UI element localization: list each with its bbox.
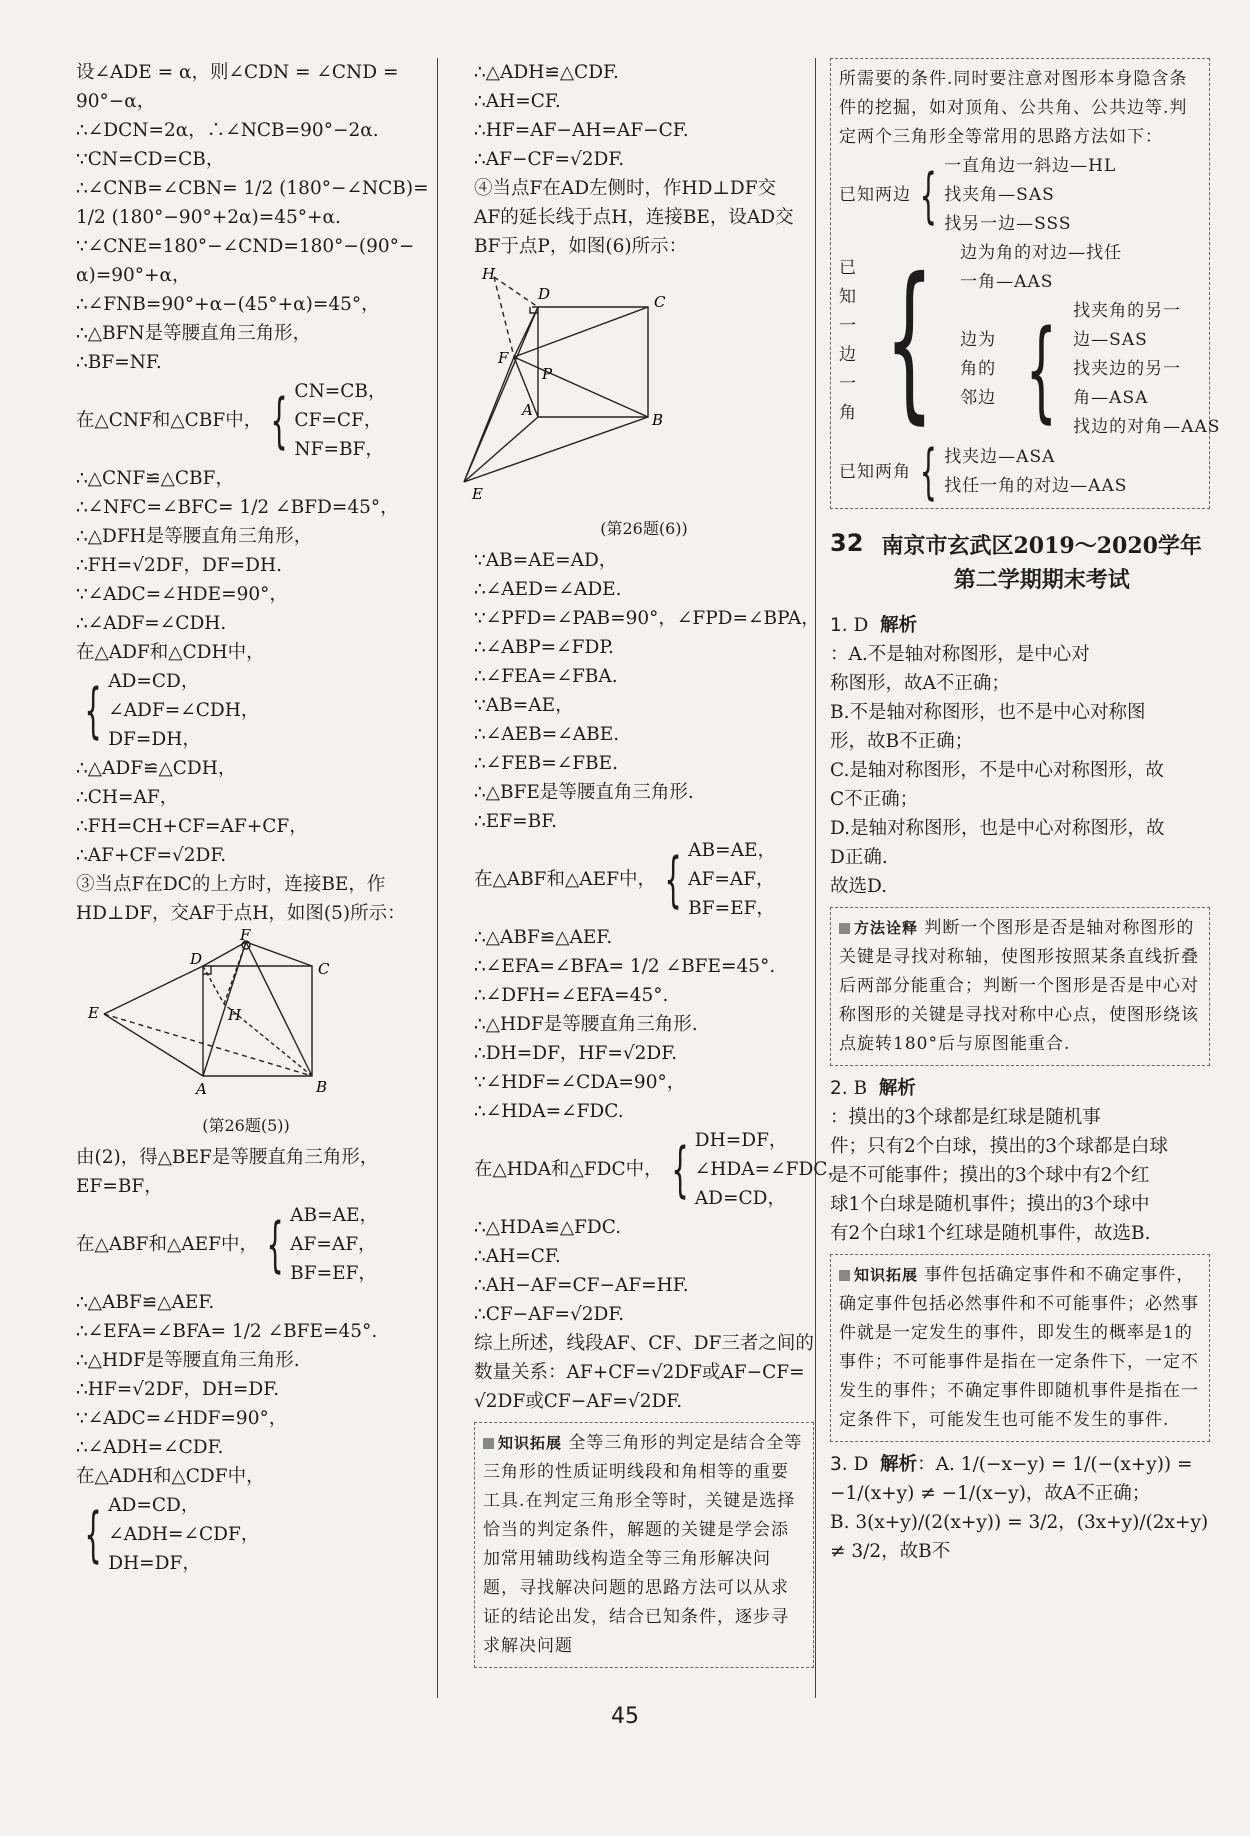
text-line: √2DF或CF−AF=√2DF. — [474, 1391, 683, 1412]
text-line: ∴△HDF是等腰直角三角形. — [474, 1014, 698, 1035]
col2-block-b — [474, 546, 820, 836]
left-brace: { — [84, 1499, 102, 1570]
left-brace: { — [84, 675, 102, 746]
text-line: α)=90°+α， — [76, 265, 191, 286]
q3-line-2: −1/(x+y) ≠ −1/(x−y)，故A不正确； — [830, 1483, 1151, 1504]
text-line: AD=CD， — [108, 671, 200, 692]
brace-items — [294, 377, 386, 464]
fig5-label-D: D — [190, 950, 203, 968]
congruence-tree — [839, 152, 1221, 507]
q-number: 2. — [830, 1078, 848, 1099]
box-tag: 方法诠释 — [839, 919, 918, 937]
text-line: 找夹角—SAS — [944, 185, 1055, 205]
left-brace: { — [919, 437, 938, 507]
text-line: ∴CH=AF， — [76, 787, 179, 808]
column-divider-2 — [815, 58, 816, 1698]
column-divider-1 — [437, 58, 438, 1698]
text-line: D.是轴对称图形，也是中心对称图形，故 — [830, 818, 1165, 839]
text-line: ∵∠ADC=∠HDE=90°， — [76, 584, 288, 605]
text-line: 由(2)，得△BEF是等腰直角三角形， — [76, 1147, 379, 1168]
text-line: ∴∠FEB=∠FBE. — [474, 753, 619, 774]
text-line: ∴FH=CH+CF=AF+CF， — [76, 816, 308, 837]
q-answer: B — [853, 1078, 868, 1099]
text-line: 形，故B不正确； — [830, 731, 974, 752]
text-line: ∴EF=BF. — [474, 811, 558, 832]
col2-block-c — [474, 923, 814, 1126]
tree-adjacent — [960, 297, 1220, 442]
tree-sub — [960, 239, 1220, 442]
box-text: 所需要的条件.同时要注意对图形本身隐含条件的挖掘，如对顶角、公共角、公共边等.判定两个三角形全等常用的思路方法如下： — [839, 69, 1188, 147]
tree-items — [1073, 297, 1220, 442]
text-line: ∴∠EFA=∠BFA= 1/2 ∠BFE=45°. — [76, 1321, 378, 1342]
question-2 — [830, 1074, 1210, 1248]
text-line: ∴∠DCN=2α，∴∠NCB=90°−2α. — [76, 120, 379, 141]
text-line: DF=DH， — [108, 729, 201, 750]
col1-block-c — [76, 754, 416, 928]
text-line: ∵AB=AE=AD， — [474, 550, 618, 571]
tree-label: 已知两边 — [839, 185, 911, 205]
brace-label: 在△CNF和△CBF中， — [76, 410, 263, 431]
text-line: ∴∠HDA=∠FDC. — [474, 1101, 624, 1122]
fig6-label-H: H — [482, 265, 496, 283]
col2-brace-2 — [474, 1126, 846, 1213]
box-text: 全等三角形的判定是结合全等三角形的性质证明线段和角相等的重要工具.在判定三角形全等时，关键是选择恰当的判定条件，解题的关键是学会添加常用辅助线构造全等三角形解决问题，寻找解决问题的思路方法可以从求证的结论出发，结合已知条件，逐步寻求解决问题 — [483, 1433, 803, 1656]
text-line: 球1个白球是随机事件；摸出的3个球中 — [830, 1194, 1150, 1215]
figure-5 — [76, 926, 416, 1113]
fig6-label-E: E — [472, 485, 483, 503]
analysis-label: 解析 — [880, 1454, 918, 1475]
fig6-label-F: F — [498, 349, 509, 367]
text-line: ∴DH=DF，HF=√2DF. — [474, 1043, 678, 1064]
text-line: BF=EF， — [688, 898, 775, 919]
question-3 — [830, 1450, 1210, 1566]
text-line: AB=AE， — [688, 840, 776, 861]
tree-two-angles — [839, 437, 1201, 507]
text-line: ∠ADF=∠CDH， — [108, 700, 260, 721]
box-tag: 知识拓展 — [839, 1266, 918, 1284]
col1-brace-2 — [76, 667, 416, 754]
text-line: ∴CF−AF=√2DF. — [474, 1304, 625, 1325]
text-line: ∴∠CNB=∠CBN= 1/2 (180°−∠NCB)= — [76, 178, 429, 199]
text-line: ∴△HDF是等腰直角三角形. — [76, 1350, 300, 1371]
left-brace: { — [885, 241, 935, 440]
q3-line-1: ：A. 1/(−x−y) = 1/(−(x+y)) = — [917, 1454, 1193, 1475]
text-line: ③当点F在DC的上方时，连接BE，作 — [76, 874, 386, 895]
text-line: AD=CD， — [108, 1495, 200, 1516]
text-line: C不正确； — [830, 789, 919, 810]
brace-label: 在△ABF和△AEF中， — [474, 869, 656, 890]
fig5-label-E: E — [88, 1004, 99, 1022]
q3-line-3: B. 3(x+y)/(2(x+y)) = 3/2，(3x+y)/(2x+y) ≠ 3/2，故B不 — [830, 1512, 1209, 1562]
text-line: 有2个白球1个红球是随机事件，故选B. — [830, 1223, 1151, 1244]
left-brace: { — [664, 844, 682, 915]
text-line: ∴AF−CF=√2DF. — [474, 149, 625, 170]
q-number: 1. — [830, 615, 848, 636]
column-3 — [830, 58, 1221, 1568]
tree-label: 已知一边一角 — [839, 257, 857, 423]
tree-label: 已知两角 — [839, 461, 911, 482]
text-line: CF=CF， — [294, 410, 383, 431]
left-brace: { — [671, 1134, 689, 1205]
q-answer: D — [853, 1454, 869, 1475]
q-answer: D — [853, 615, 869, 636]
text-line: D正确. — [830, 847, 888, 868]
text-line: 在△ADF和△CDH中， — [76, 642, 265, 663]
text-line: 找任一角的对边—AAS — [944, 476, 1128, 496]
question-1 — [830, 611, 1210, 901]
text-line: 称图形，故A不正确； — [830, 673, 1010, 694]
text-line: ∴∠DFH=∠EFA=45°. — [474, 985, 669, 1006]
tree-items — [944, 152, 1116, 239]
text-line: ∴△CNF≌△CBF， — [76, 468, 234, 489]
text-line: ∴∠EFA=∠BFA= 1/2 ∠BFE=45°. — [474, 956, 776, 977]
text-line: NF=BF， — [294, 439, 384, 460]
text-line: 找边的对角—AAS — [1073, 417, 1221, 437]
col1-block-b — [76, 464, 416, 667]
text-line: 在△ADH和△CDF中， — [76, 1466, 265, 1487]
method-box-2 — [830, 907, 1210, 1066]
fig6-label-D: D — [538, 285, 551, 303]
text-line: 1/2 (180°−90°+2α)=45°+α. — [76, 207, 341, 228]
text-line: B.不是轴对称图形，也不是中心对称图 — [830, 702, 1146, 723]
text-line: ：摸出的3个球都是红球是随机事 — [830, 1107, 1101, 1128]
brace-items — [108, 667, 259, 754]
page-number: 45 — [611, 1704, 639, 1729]
section-title: 南京市玄武区2019～2020学年第二学期期末考试 — [881, 533, 1202, 593]
text-line: ∴∠AED=∠ADE. — [474, 579, 622, 600]
text-line: ∴∠FEA=∠FBA. — [474, 666, 618, 687]
text-line: 是不可能事件；摸出的3个球中有2个红 — [830, 1165, 1150, 1186]
brace-label: 在△ABF和△AEF中， — [76, 1234, 258, 1255]
fig5-label-C: C — [318, 960, 330, 978]
q2-lines — [830, 1103, 1210, 1248]
text-line: AB=AE， — [290, 1205, 378, 1226]
brace-items — [695, 1126, 846, 1213]
text-line: AF=AF， — [290, 1234, 377, 1255]
brace-items — [108, 1491, 259, 1578]
fig5-label-B: B — [316, 1078, 328, 1096]
col2-brace-1 — [474, 836, 814, 923]
text-line: ：A.不是轴对称图形，是中心对 — [830, 644, 1090, 665]
text-line: AF=AF， — [688, 869, 775, 890]
section-header — [830, 529, 1210, 597]
text-line: ∵∠CNE=180°−∠CND=180°−(90°− — [76, 236, 415, 257]
text-line: AF的延长线于点H，连接BE，设AD交 — [474, 207, 794, 228]
section-number: 32 — [830, 529, 864, 557]
box-text: 判断一个图形是否是轴对称图形的关键是寻找对称轴，使图形按照某条直线折叠后两部分能重合；判断一个图形是否是中心对称图形的关键是寻找对称中心点，使图形绕该点旋转180°后与原图能重合. — [839, 918, 1199, 1054]
fig6-label-A: A — [522, 401, 533, 419]
text-line: ∴BF=NF. — [76, 352, 162, 373]
text-line: ∵∠HDF=∠CDA=90°， — [474, 1072, 686, 1093]
text-line: CN=CB， — [294, 381, 387, 402]
col1-brace-1 — [76, 377, 416, 464]
text-line: ∵AB=AE， — [474, 695, 574, 716]
analysis-label: 解析 — [878, 1078, 916, 1099]
text-line: 一直角边一斜边—HL — [944, 156, 1117, 176]
brace-items — [290, 1201, 378, 1288]
text-line: EF=BF， — [76, 1176, 163, 1197]
analysis-label: 解析 — [880, 615, 918, 636]
col1-block-d — [76, 1143, 416, 1201]
brace-label: 在△HDA和△FDC中， — [474, 1159, 663, 1180]
text-line: 件；只有2个白球，摸出的3个球都是白球 — [830, 1136, 1169, 1157]
text-line: ∴AH=CF. — [474, 1246, 561, 1267]
text-line: 90°−α， — [76, 91, 156, 112]
text-line: ∠ADH=∠CDF， — [108, 1524, 260, 1545]
text-line: 找夹边的另一 — [1073, 359, 1182, 379]
text-line: AD=CD， — [694, 1188, 786, 1209]
text-line: ∴∠ADF=∠CDH. — [76, 613, 227, 634]
text-line: BF=EF， — [290, 1263, 377, 1284]
col1-block-a — [76, 58, 429, 377]
text-line: ∴△BFN是等腰直角三角形， — [76, 323, 312, 344]
text-line: 一角—AAS — [960, 272, 1054, 292]
text-line: 找夹角的另一 — [1073, 301, 1182, 321]
text-line: 边为角的对边—找任 — [960, 243, 1123, 263]
q1-lines — [830, 640, 1210, 901]
left-brace: { — [270, 385, 288, 456]
text-line: DH=DF， — [694, 1130, 788, 1151]
text-line: ∴△BFE是等腰直角三角形. — [474, 782, 694, 803]
text-line: 数量关系：AF+CF=√2DF或AF−CF= — [474, 1362, 805, 1383]
fig6-label-P: P — [542, 365, 553, 383]
text-line: C.是轴对称图形，不是中心对称图形，故 — [830, 760, 1164, 781]
column-1 — [76, 58, 429, 1578]
text-line: 找另一边—SSS — [944, 214, 1072, 234]
tree-label: 边为角的邻边 — [960, 330, 997, 408]
text-line: DH=DF， — [108, 1553, 201, 1574]
text-line: ∠HDA=∠FDC， — [694, 1159, 846, 1180]
text-line: ∴HF=√2DF，DH=DF. — [76, 1379, 280, 1400]
col1-brace-4 — [76, 1491, 416, 1578]
text-line: ∴△ADH≌△CDF. — [474, 62, 619, 83]
text-line: ∴FH=√2DF，DF=DH. — [76, 555, 282, 576]
tree-items — [944, 443, 1127, 501]
fig5-label-A: A — [196, 1080, 207, 1098]
figure-6 — [474, 267, 814, 516]
knowledge-box-2 — [830, 1254, 1210, 1442]
text-line: ∴△HDA≌△FDC. — [474, 1217, 622, 1238]
q-number: 3. — [830, 1454, 848, 1475]
method-box-continued — [830, 58, 1221, 509]
tree-two-sides — [839, 152, 1201, 239]
text-line: ∴AH−AF=CF−AF=HF. — [474, 1275, 689, 1296]
text-line: ∵∠PFD=∠PAB=90°，∠FPD=∠BPA， — [474, 608, 820, 629]
text-line: ∴∠NFC=∠BFC= 1/2 ∠BFD=45°， — [76, 497, 399, 518]
geometry-figure-5 — [76, 926, 396, 1104]
left-brace: { — [919, 160, 938, 231]
text-line: BF于点P，如图(6)所示： — [474, 236, 688, 257]
text-line: ∴△DFH是等腰直角三角形， — [76, 526, 313, 547]
col1-block-e — [76, 1288, 416, 1491]
text-line: ∴∠AEB=∠ABE. — [474, 724, 620, 745]
text-line: ∴△ADF≌△CDH， — [76, 758, 237, 779]
knowledge-box-1 — [474, 1422, 814, 1668]
tree-one-side-one-angle — [839, 239, 1221, 442]
text-line: HD⊥DF，交AF于点H，如图(5)所示： — [76, 903, 406, 924]
col2-block-d — [474, 1213, 814, 1416]
text-line: 故选D. — [830, 876, 888, 897]
text-line: ∴AH=CF. — [474, 91, 561, 112]
geometry-figure-6 — [474, 267, 774, 507]
text-line: ∵∠ADC=∠HDF=90°， — [76, 1408, 288, 1429]
text-line: 角—ASA — [1073, 388, 1149, 408]
text-line: 找夹边—ASA — [944, 447, 1056, 467]
text-line: ④当点F在AD左侧时，作HD⊥DF交 — [474, 178, 777, 199]
col1-brace-3 — [76, 1201, 416, 1288]
left-brace: { — [1025, 305, 1058, 434]
fig5-label-H: H — [228, 1006, 242, 1024]
fig6-label-C: C — [654, 293, 666, 311]
text-line: ∵CN=CD=CB， — [76, 149, 225, 170]
figure-6-caption: (第26题(6)) — [600, 519, 688, 538]
text-line: ∴HF=AF−AH=AF−CF. — [474, 120, 689, 141]
tree-items — [960, 239, 1220, 297]
box-text: 事件包括确定事件和不确定事件，确定事件包括必然事件和不可能事件；必然事件就是一定发生的事件，即发生的概率是1的事件；不可能事件是指在一定条件下，一定不发生的事件；不确定事件即随机事件是指在一定条件下，可能发生也可能不发生的事件. — [839, 1265, 1199, 1430]
figure-5-caption: (第26题(5)) — [202, 1116, 290, 1135]
text-line: 设∠ADE = α，则∠CDN = ∠CND = — [76, 62, 399, 83]
text-line: ∴AF+CF=√2DF. — [76, 845, 227, 866]
text-line: 综上所述，线段AF、CF、DF三者之间的 — [474, 1333, 814, 1354]
fig6-label-B: B — [652, 411, 664, 429]
text-line: ∴△ABF≌△AEF. — [76, 1292, 215, 1313]
box-tag: 知识拓展 — [483, 1434, 562, 1452]
column-2 — [472, 58, 846, 1668]
text-line: ∴△ABF≌△AEF. — [474, 927, 613, 948]
brace-items — [688, 836, 776, 923]
text-line: ∴∠FNB=90°+α−(45°+α)=45°， — [76, 294, 380, 315]
text-line: ∴∠ABP=∠FDP. — [474, 637, 614, 658]
text-line: ∴∠ADH=∠CDF. — [76, 1437, 224, 1458]
text-line: 边—SAS — [1073, 330, 1148, 350]
left-brace: { — [266, 1209, 284, 1280]
fig5-label-F: F — [240, 926, 251, 944]
col2-block-a — [474, 58, 814, 261]
